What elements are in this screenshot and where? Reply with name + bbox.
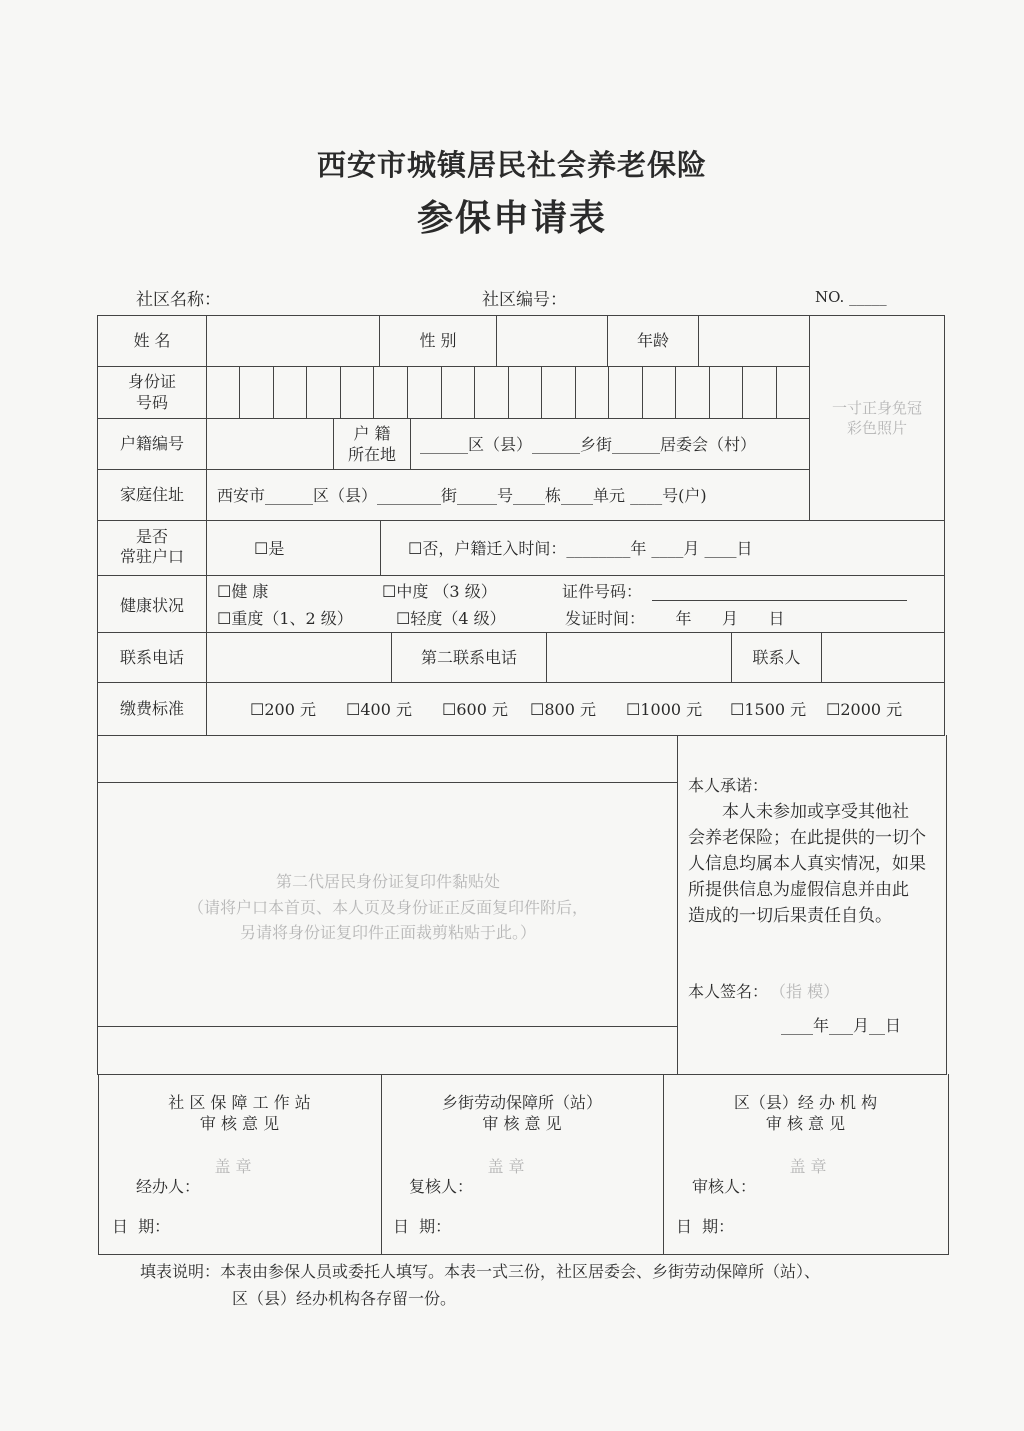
phone2-field[interactable] bbox=[548, 634, 730, 681]
name-label: 姓 名 bbox=[133, 331, 171, 350]
fee-option-600[interactable]: ☐600 元 bbox=[442, 700, 508, 719]
reviewer-label: 审核人： bbox=[692, 1177, 757, 1196]
review-date-label: 日 期： bbox=[393, 1217, 452, 1236]
fee-option-1500[interactable]: ☐1500 元 bbox=[730, 700, 807, 719]
fee-label: 缴费标准 bbox=[119, 699, 184, 718]
fee-option-2000[interactable]: ☐2000 元 bbox=[826, 700, 903, 719]
home-address-field[interactable]: 西安市______区（县）________街_____号____栋____单元 ____号(户) bbox=[217, 486, 707, 505]
pledge-line: 造成的一切后果责任自负。 bbox=[688, 906, 892, 926]
id-label-line1: 身份证 bbox=[127, 372, 176, 391]
id-number-field[interactable] bbox=[207, 367, 808, 417]
gender-field[interactable] bbox=[498, 317, 606, 365]
review-date-label: 日 期： bbox=[676, 1217, 735, 1236]
pledge-line: 所提供信息为虚假信息并由此 bbox=[688, 880, 909, 900]
health-cert-no-label: 证件号码： bbox=[562, 582, 643, 601]
form-subtitle: 参保申请表 bbox=[416, 197, 607, 239]
review-community-subtitle: 审 核 意 见 bbox=[199, 1114, 280, 1133]
health-mild-checkbox[interactable]: ☐轻度（4 级） bbox=[396, 609, 506, 628]
footnote-line1: 填表说明：本表由参保人员或委托人填写。本表一式三份，社区居委会、乡街劳动保障所（站）、 bbox=[140, 1262, 821, 1281]
fee-option-400[interactable]: ☐400 元 bbox=[346, 700, 412, 719]
resident-label-line2: 常驻户口 bbox=[119, 547, 184, 566]
id-label-line2: 号码 bbox=[135, 393, 168, 412]
phone-field[interactable] bbox=[208, 634, 390, 681]
health-issue-date[interactable]: 发证时间： 年 月 日 bbox=[565, 609, 785, 628]
review-township-subtitle: 审 核 意 见 bbox=[482, 1114, 562, 1133]
review-township-title: 乡街劳动保障所（站） bbox=[441, 1093, 602, 1112]
stamp-hint: 盖 章 bbox=[789, 1157, 827, 1176]
signature-label: 本人签名： bbox=[688, 982, 769, 1001]
huji-loc-label-line1: 户 籍 bbox=[353, 424, 391, 443]
review-district-subtitle: 审 核 意 见 bbox=[765, 1114, 846, 1133]
phone2-label: 第二联系电话 bbox=[420, 648, 517, 667]
id-paste-note2: 另请将身份证复印件正面裁剪粘贴于此。） bbox=[239, 923, 536, 942]
pledge-date[interactable]: ____年___月__日 bbox=[781, 1016, 902, 1035]
review-community-title: 社 区 保 障 工 作 站 bbox=[168, 1093, 311, 1112]
stamp-hint: 盖 章 bbox=[487, 1157, 525, 1176]
pledge-line: 本人未参加或享受其他社 bbox=[722, 802, 909, 822]
photo-hint-line1: 一寸正身免冠 bbox=[831, 399, 922, 417]
health-cert-no-field[interactable] bbox=[652, 600, 907, 601]
form-number: NO. _____ bbox=[815, 288, 887, 306]
form-title: 西安市城镇居民社会养老保险 bbox=[316, 148, 707, 182]
huji-no-label: 户籍编号 bbox=[119, 434, 184, 453]
gender-label: 性 别 bbox=[419, 331, 457, 350]
resident-no-checkbox[interactable]: ☐否，户籍迁入时间：________年 ____月 ____日 bbox=[408, 539, 753, 558]
resident-yes-checkbox[interactable]: ☐是 bbox=[254, 539, 285, 558]
pledge-heading: 本人承诺： bbox=[688, 776, 769, 795]
pledge-line: 人信息均属本人真实情况，如果 bbox=[688, 854, 926, 874]
review-date-label: 日 期： bbox=[112, 1217, 171, 1236]
huji-loc-label-line2: 所在地 bbox=[347, 445, 396, 464]
pledge-line: 会养老保险；在此提供的一切个 bbox=[688, 828, 926, 848]
age-label: 年龄 bbox=[636, 331, 669, 350]
community-no-label: 社区编号： bbox=[482, 290, 567, 310]
handler-label: 经办人： bbox=[136, 1177, 201, 1196]
resident-label-line1: 是否 bbox=[135, 527, 168, 546]
id-paste-title: 第二代居民身份证复印件黏贴处 bbox=[275, 872, 500, 891]
fee-option-800[interactable]: ☐800 元 bbox=[530, 700, 596, 719]
stamp-hint: 盖 章 bbox=[214, 1157, 252, 1176]
id-paste-note1: （请将户口本首页、本人页及身份证正反面复印件附后， bbox=[187, 898, 588, 917]
photo-hint-line2: 彩色照片 bbox=[846, 419, 907, 437]
fee-option-200[interactable]: ☐200 元 bbox=[250, 700, 316, 719]
health-severe-checkbox[interactable]: ☐重度（1、2 级） bbox=[217, 609, 353, 628]
age-field[interactable] bbox=[700, 317, 808, 365]
community-name-label: 社区名称： bbox=[136, 290, 221, 310]
health-healthy-checkbox[interactable]: ☐健 康 bbox=[217, 582, 269, 601]
footnote-line2: 区（县）经办机构各存留一份。 bbox=[232, 1289, 457, 1308]
contact-label: 联系人 bbox=[752, 648, 801, 667]
name-field[interactable] bbox=[208, 317, 378, 365]
phone-label: 联系电话 bbox=[119, 648, 184, 667]
fee-option-1000[interactable]: ☐1000 元 bbox=[626, 700, 703, 719]
home-address-label: 家庭住址 bbox=[119, 485, 184, 504]
huji-address-field[interactable]: ______区（县）______乡街______居委会（村） bbox=[420, 435, 757, 454]
health-moderate-checkbox[interactable]: ☐中度 （3 级） bbox=[382, 582, 497, 601]
contact-field[interactable] bbox=[823, 634, 943, 681]
huji-no-field[interactable] bbox=[208, 420, 332, 468]
rechecker-label: 复核人： bbox=[409, 1177, 474, 1196]
fingerprint-hint: （指 模） bbox=[770, 982, 840, 1001]
review-district-title: 区（县）经 办 机 构 bbox=[733, 1093, 878, 1112]
health-label: 健康状况 bbox=[119, 596, 184, 615]
